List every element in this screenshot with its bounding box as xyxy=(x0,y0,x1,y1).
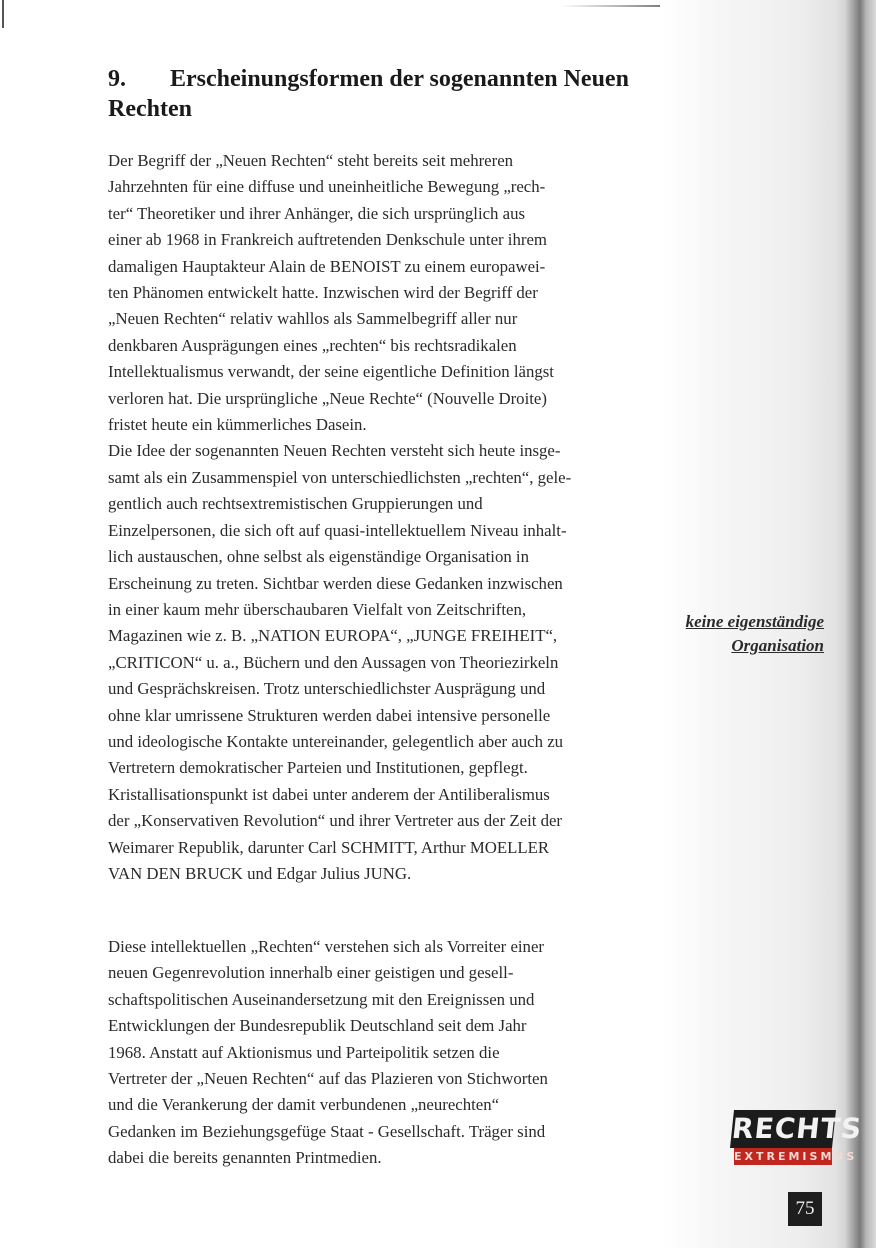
section-title-line-2: Rechten xyxy=(108,96,192,122)
text-line: Jahrzehnten für eine diffuse und uneinheitliche Bewegung „rech- xyxy=(108,177,546,197)
text-line: Erscheinung zu treten. Sichtbar werden diese Gedanken inzwischen xyxy=(108,573,563,593)
text-line: Kristallisationspunkt ist dabei unter anderem der Antiliberalismus xyxy=(108,784,550,804)
text-line: dabei die bereits genannten Printmedien. xyxy=(108,1148,382,1168)
paragraph-2 xyxy=(108,438,628,887)
text-line: gentlich auch rechtsextremistischen Gruppierungen und xyxy=(108,494,483,514)
text-line: denkbaren Ausprägungen eines „rechten“ bis rechtsradikalen xyxy=(108,335,517,355)
paragraph-3 xyxy=(108,934,628,1172)
text-line: Magazinen wie z. B. „NATION EUROPA“, „JUNGE FREIHEIT“, xyxy=(108,626,558,646)
text-line: Diese intellektuellen „Rechten“ verstehen sich als Vorreiter einer xyxy=(108,937,544,956)
text-line: samt als ein Zusammenspiel von unterschiedlichsten „rechten“, gele- xyxy=(108,467,572,487)
text-line: in einer kaum mehr überschaubaren Vielfalt von Zeitschriften, xyxy=(108,599,527,619)
margin-note-line-1: keine eigenständige xyxy=(685,612,824,631)
section-title-line-1: Erscheinungsformen der sogenannten Neuen xyxy=(170,66,629,92)
text-line: und Gesprächskreisen. Trotz unterschiedlichster Ausprägung und xyxy=(108,679,546,699)
body-text-block-1 xyxy=(108,148,628,887)
text-line: „Neuen Rechten“ relativ wahllos als Sammelbegriff aller nur xyxy=(108,309,518,329)
text-line: und ideologische Kontakte untereinander, gelegentlich aber auch zu xyxy=(108,731,564,751)
text-line: schaftspolitischen Auseinandersetzung mit den Ereignissen und xyxy=(108,989,535,1009)
text-line: lich austauschen, ohne selbst als eigenständige Organisation in xyxy=(108,547,529,567)
text-line: ten Phänomen entwickelt hatte. Inzwischen wird der Begriff der xyxy=(108,283,538,303)
rechtsextremismus-logo xyxy=(730,1110,864,1166)
text-line: verloren hat. Die ursprüngliche „Neue Rechte“ (Nouvelle Droite) xyxy=(108,388,547,408)
text-line: Entwicklungen der Bundesrepublik Deutschland seit dem Jahr xyxy=(108,1016,527,1036)
section-title xyxy=(108,64,648,124)
page-number: 75 xyxy=(788,1192,822,1226)
text-line: „CRITICON“ u. a., Büchern und den Aussagen von Theoriezirkeln xyxy=(108,652,559,672)
logo-sub-text: EXTREMISMUS xyxy=(734,1150,858,1163)
text-line: damaligen Hauptakteur Alain de BENOIST zu einem europawei- xyxy=(108,256,546,276)
text-line: fristet heute ein kümmerliches Dasein. xyxy=(108,415,367,435)
text-line: VAN DEN BRUCK und Edgar Julius JUNG. xyxy=(108,863,412,883)
text-line: Einzelpersonen, die sich oft auf quasi-intellektuellem Niveau inhalt- xyxy=(108,520,567,540)
text-line: ter“ Theoretiker und ihrer Anhänger, die sich ursprünglich aus xyxy=(108,203,526,223)
text-line: ohne klar umrissene Strukturen werden dabei intensive personelle xyxy=(108,705,551,725)
text-line: Vertretern demokratischer Parteien und Institutionen, gepflegt. xyxy=(108,758,528,778)
paragraph-1 xyxy=(108,148,628,438)
text-line: Die Idee der sogenannten Neuen Rechten versteht sich heute insge- xyxy=(108,441,561,461)
logo-main-text: RECHTS xyxy=(730,1110,836,1148)
crop-mark xyxy=(2,0,4,28)
text-line: der „Konservativen Revolution“ und ihrer Vertreter aus der Zeit der xyxy=(108,811,563,831)
margin-note-line-2: Organisation xyxy=(731,636,824,655)
text-line: Der Begriff der „Neuen Rechten“ steht bereits seit mehreren xyxy=(108,151,514,170)
text-line: einer ab 1968 in Frankreich auftretenden Denkschule unter ihrem xyxy=(108,230,547,250)
section-number: 9. xyxy=(108,66,126,92)
text-line: Intellektualismus verwandt, der seine eigentliche Definition längst xyxy=(108,362,554,382)
text-line: Weimarer Republik, darunter Carl SCHMITT, Arthur MOELLER xyxy=(108,837,550,857)
margin-note xyxy=(640,610,824,658)
text-line: und die Verankerung der damit verbundenen „neurechten“ xyxy=(108,1095,500,1115)
text-line: Gedanken im Beziehungsgefüge Staat - Gesellschaft. Träger sind xyxy=(108,1121,546,1141)
text-line: neuen Gegenrevolution innerhalb einer geistigen und gesell- xyxy=(108,963,514,983)
section-heading xyxy=(108,64,648,124)
text-line: Vertreter der „Neuen Rechten“ auf das Plazieren von Stichworten xyxy=(108,1069,548,1089)
text-line: 1968. Anstatt auf Aktionismus und Parteipolitik setzen die xyxy=(108,1042,500,1062)
body-text-block-2 xyxy=(108,934,628,1172)
